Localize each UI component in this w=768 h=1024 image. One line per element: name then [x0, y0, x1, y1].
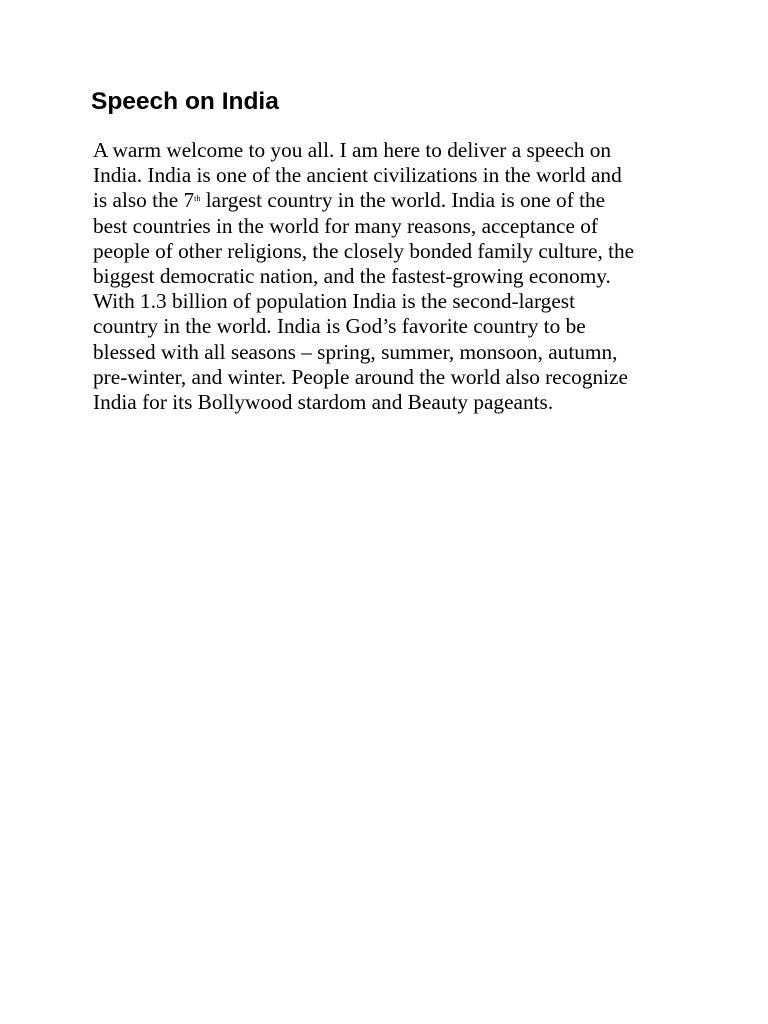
paragraph-line: biggest democratic nation, and the fastest-growing economy. [93, 264, 611, 289]
paragraph-line: With 1.3 billion of population India is the second-largest [93, 289, 575, 314]
ordinal-superscript: th [194, 194, 201, 204]
paragraph-line: country in the world. India is God’s favorite country to be [93, 314, 586, 339]
line-text-after-superscript: largest country in the world. India is one of the [200, 188, 606, 213]
page-title: Speech on India [91, 88, 279, 115]
paragraph-line [93, 188, 693, 213]
paragraph-line: blessed with all seasons – spring, summer, monsoon, autumn, [93, 339, 618, 364]
paragraph-line: best countries in the world for many reasons, acceptance of [93, 213, 599, 238]
paragraph-line: people of other religions, the closely bonded family culture, the [93, 238, 635, 263]
paragraph-line: A warm welcome to you all. I am here to deliver a speech on [93, 138, 612, 162]
paragraph-line: India. India is one of the ancient civilizations in the world and [93, 163, 622, 188]
paragraph-line: pre-winter, and winter. People around the world also recognize [93, 364, 628, 389]
paragraph-line: India for its Bollywood stardom and Beauty pageants. [93, 390, 554, 415]
speech-paragraph [93, 138, 693, 415]
line-text-before-superscript: is also the 7 [93, 188, 195, 213]
